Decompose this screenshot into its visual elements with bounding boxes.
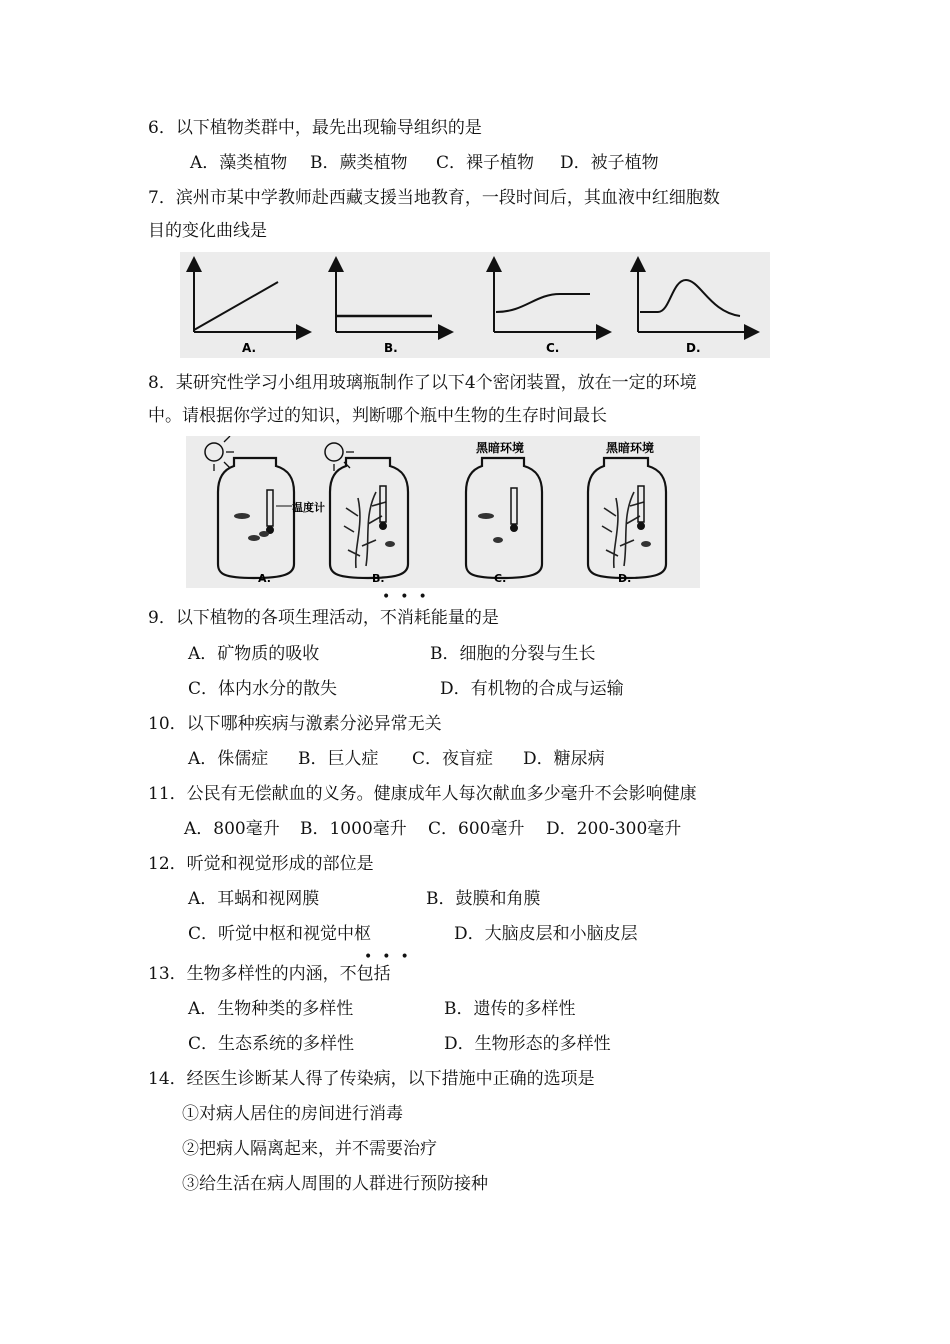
q8-jars-svg xyxy=(186,436,700,588)
q11-option-a: A．800毫升 xyxy=(184,819,280,839)
q6-option-b: B．蕨类植物 xyxy=(310,153,408,173)
q6-option-a: A．藻类植物 xyxy=(190,153,288,173)
q8-jar-d-label: D. xyxy=(618,572,632,585)
q10-option-a: A．侏儒症 xyxy=(188,749,269,769)
q11-option-b: B．1000毫升 xyxy=(300,819,407,839)
q7-graph-d-label: D. xyxy=(686,341,701,355)
q7-graph-a-label: A. xyxy=(242,341,257,355)
q14-item-2: ②把病人隔离起来，并不需要治疗 xyxy=(182,1139,437,1159)
q7-graph-c xyxy=(494,260,608,355)
q10-option-d: D．糖尿病 xyxy=(523,749,605,769)
q7-graph-b-label: B. xyxy=(384,341,398,355)
q13-option-d: D．生物形态的多样性 xyxy=(444,1034,611,1054)
q8-jar-figure xyxy=(186,436,700,588)
q9-stem: 9．以下植物的各项生理活动，不消耗能量的是 xyxy=(148,608,499,628)
q11-option-d: D．200-300毫升 xyxy=(546,819,682,839)
q14-item-1: ①对病人居住的房间进行消毒 xyxy=(182,1104,403,1124)
q8-stem-line2: 中。请根据你学过的知识，判断哪个瓶中生物的生存时间最长 xyxy=(148,406,607,426)
q11-option-c: C．600毫升 xyxy=(428,819,525,839)
q8-jar-a-thermometer-icon xyxy=(267,490,273,526)
q9-option-c: C．体内水分的散失 xyxy=(188,679,338,699)
q13-option-a: A．生物种类的多样性 xyxy=(188,999,354,1019)
q13-stem: 13．生物多样性的内涵，不包括 xyxy=(148,964,391,984)
q8-jar-c-dark-label: 黑暗环境 xyxy=(476,441,525,455)
q12-option-d: D．大脑皮层和小脑皮层 xyxy=(454,924,638,944)
q10-option-b: B．巨人症 xyxy=(298,749,379,769)
q7-graph-a xyxy=(194,260,308,355)
q8-jar-a xyxy=(205,436,325,585)
q8-jar-a-sun-icon xyxy=(205,443,223,461)
q6-option-d: D．被子植物 xyxy=(560,153,659,173)
q12-option-a: A．耳蜗和视网膜 xyxy=(188,889,320,909)
q7-graph-c-curve xyxy=(496,294,590,312)
q8-jar-b-label: B. xyxy=(372,572,385,585)
q9-option-b: B．细胞的分裂与生长 xyxy=(430,644,596,664)
q7-graph-a-curve xyxy=(194,282,278,330)
q7-graph-c-label: C. xyxy=(546,341,560,355)
q8-jar-c xyxy=(466,440,542,585)
q12-stem: 12．听觉和视觉形成的部位是 xyxy=(148,854,374,874)
q7-stem-line1: 7．滨州市某中学教师赴西藏支援当地教育，一段时间后，其血液中红细胞数 xyxy=(148,188,720,208)
q8-jar-a-fish-icon xyxy=(234,513,250,519)
q6-stem: 6．以下植物类群中，最先出现输导组织的是 xyxy=(148,118,482,138)
q14-item-3: ③给生活在病人周围的人群进行预防接种 xyxy=(182,1174,488,1194)
q9-option-d: D．有机物的合成与运输 xyxy=(440,679,624,699)
q8-stem-line1: 8．某研究性学习小组用玻璃瓶制作了以下4个密闭装置，放在一定的环境 xyxy=(148,373,697,393)
q14-stem: 14．经医生诊断某人得了传染病，以下措施中正确的选项是 xyxy=(148,1069,595,1089)
q8-jar-a-label: A. xyxy=(258,572,271,585)
q7-graph-b xyxy=(336,260,450,355)
q8-thermometer-label: 温度计 xyxy=(292,501,325,514)
q13-emphasis-dots: ••• xyxy=(364,949,419,965)
q6-option-c: C．裸子植物 xyxy=(436,153,535,173)
q8-jar-d-dark-label: 黑暗环境 xyxy=(606,441,655,455)
q11-stem: 11．公民有无偿献血的义务。健康成年人每次献血多少毫升不会影响健康 xyxy=(148,784,697,804)
q8-jar-b-sun-icon xyxy=(325,443,343,461)
q13-option-b: B．遗传的多样性 xyxy=(444,999,576,1019)
q8-jar-b xyxy=(325,443,408,585)
q7-stem-line2: 目的变化曲线是 xyxy=(148,221,267,241)
q12-option-c: C．听觉中枢和视觉中枢 xyxy=(188,924,372,944)
q8-jar-d xyxy=(588,440,666,585)
q7-graphs-svg xyxy=(180,252,770,358)
q7-graph-figure xyxy=(180,252,770,358)
q10-stem: 10．以下哪种疾病与激素分泌异常无关 xyxy=(148,714,442,734)
q8-jar-c-label: C. xyxy=(494,572,507,585)
q7-graph-d-curve xyxy=(640,280,740,316)
q9-option-a: A．矿物质的吸收 xyxy=(188,644,320,664)
q13-option-c: C．生态系统的多样性 xyxy=(188,1034,355,1054)
q10-option-c: C．夜盲症 xyxy=(412,749,494,769)
q7-graph-d xyxy=(638,260,756,355)
q9-emphasis-dots: ••• xyxy=(382,589,437,605)
q12-option-b: B．鼓膜和角膜 xyxy=(426,889,541,909)
